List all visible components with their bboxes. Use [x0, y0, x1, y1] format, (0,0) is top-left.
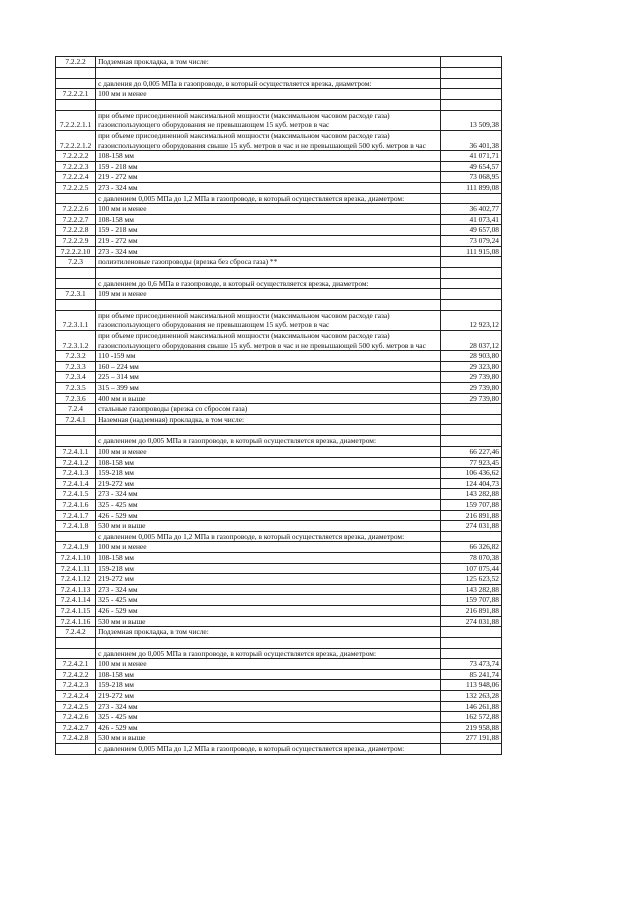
row-price: [440, 89, 501, 100]
row-description: Подземная прокладка, в том числе:: [96, 57, 441, 68]
row-price: 29 739,80: [440, 372, 501, 383]
table-row: [56, 99, 502, 110]
row-description: [96, 637, 441, 648]
row-price: 107 075,44: [440, 563, 501, 574]
row-description: с давления до 0,005 МПа в газопроводе, в который осуществляется врезка, диаметром:: [96, 78, 441, 89]
row-description: 315 – 399 мм: [96, 383, 441, 394]
row-code: 7.2.4.1: [56, 414, 96, 425]
row-description: 159-218 мм: [96, 680, 441, 691]
row-price: 29 323,80: [440, 361, 501, 372]
row-price: 66 227,46: [440, 447, 501, 458]
row-code: 7.2.4.1.9: [56, 542, 96, 553]
row-code: 7.2.4.1.8: [56, 521, 96, 532]
row-price: 41 073,41: [440, 214, 501, 225]
row-description: 159 - 218 мм: [96, 225, 441, 236]
row-description: при объеме присоединенной максимальной мощности (максимальном часовом расходе газа) газоиспользующего оборудования не превышающем 15 куб. метров в час: [96, 110, 441, 130]
table-row: [56, 744, 502, 755]
row-price: [440, 289, 501, 300]
table-row: [56, 436, 502, 447]
row-code: 7.2.2.2.8: [56, 225, 96, 236]
row-code: 7.2.4.2.3: [56, 680, 96, 691]
row-description: 530 мм и выше: [96, 616, 441, 627]
row-code: 7.2.3.1.1: [56, 310, 96, 330]
table-row: [56, 267, 502, 278]
row-price: [440, 67, 501, 78]
row-price: 29 739,80: [440, 393, 501, 404]
row-description: с давлением 0,005 МПа до 1,2 МПа в газопроводе, в который осуществляется врезка, диаметром:: [96, 193, 441, 204]
row-description: 108-158 мм: [96, 457, 441, 468]
table-row: [56, 161, 502, 172]
row-description: 219-272 мм: [96, 478, 441, 489]
table-row: [56, 372, 502, 383]
row-description: 426 - 529 мм: [96, 722, 441, 733]
row-code: 7.2.4.2: [56, 627, 96, 638]
table-row: [56, 669, 502, 680]
row-price: 106 436,62: [440, 468, 501, 479]
table-row: [56, 383, 502, 394]
row-price: 162 572,88: [440, 712, 501, 723]
row-description: 100 мм и менее: [96, 659, 441, 670]
row-code: [56, 648, 96, 659]
table-row: [56, 478, 502, 489]
row-description: с давлением 0,005 МПа до 1,2 МПа в газопроводе, в который осуществляется врезка, диаметром:: [96, 531, 441, 542]
table-row: [56, 289, 502, 300]
row-code: 7.2.4.2.1: [56, 659, 96, 670]
table-row: [56, 499, 502, 510]
table-row: [56, 637, 502, 648]
row-price: 143 282,88: [440, 489, 501, 500]
row-price: [440, 404, 501, 415]
row-price: 159 707,88: [440, 499, 501, 510]
row-description: 108-158 мм: [96, 214, 441, 225]
row-description: 400 мм и выше: [96, 393, 441, 404]
tariff-table-body: [56, 57, 502, 755]
table-row: [56, 733, 502, 744]
table-row: [56, 563, 502, 574]
table-row: [56, 531, 502, 542]
row-description: 108-158 мм: [96, 552, 441, 563]
row-price: 85 241,74: [440, 669, 501, 680]
row-code: 7.2.4.1.5: [56, 489, 96, 500]
row-description: 108-158 мм: [96, 669, 441, 680]
row-price: 159 707,88: [440, 595, 501, 606]
row-code: 7.2.4.1.12: [56, 574, 96, 585]
row-description: 219-272 мм: [96, 691, 441, 702]
row-code: 7.2.2.2.1.2: [56, 130, 96, 150]
row-price: 219 958,88: [440, 722, 501, 733]
row-price: [440, 99, 501, 110]
row-description: при объеме присоединенной максимальной мощности (максимальном часовом расходе газа) газоиспользующего оборудования свыше 15 куб. метров в час и не превышающей 500 куб. метров в час: [96, 331, 441, 351]
row-description: 219 - 272 мм: [96, 172, 441, 183]
row-code: 7.2.4.2.5: [56, 701, 96, 712]
row-price: 73 068,95: [440, 172, 501, 183]
table-row: [56, 130, 502, 150]
table-row: [56, 584, 502, 595]
row-price: 12 923,12: [440, 310, 501, 330]
table-row: [56, 712, 502, 723]
row-description: 273 - 324 мм: [96, 182, 441, 193]
row-price: 13 509,38: [440, 110, 501, 130]
document-page: [55, 56, 502, 755]
row-price: 29 739,80: [440, 383, 501, 394]
table-row: [56, 67, 502, 78]
row-price: 66 326,82: [440, 542, 501, 553]
table-row: [56, 468, 502, 479]
table-row: [56, 172, 502, 183]
row-code: 7.2.2.2.1.1: [56, 110, 96, 130]
row-price: 41 071,71: [440, 151, 501, 162]
row-code: 7.2.4.2.8: [56, 733, 96, 744]
row-price: 49 654,57: [440, 161, 501, 172]
table-row: [56, 151, 502, 162]
table-row: [56, 722, 502, 733]
row-price: [440, 744, 501, 755]
row-code: [56, 744, 96, 755]
table-row: [56, 351, 502, 362]
row-code: 7.2.2.2.6: [56, 204, 96, 215]
row-price: 146 261,88: [440, 701, 501, 712]
row-code: 7.2.3.1: [56, 289, 96, 300]
table-row: [56, 542, 502, 553]
row-description: 273 - 324 мм: [96, 701, 441, 712]
row-code: 7.2.4.1.1: [56, 447, 96, 458]
table-row: [56, 605, 502, 616]
row-price: [440, 78, 501, 89]
table-row: [56, 521, 502, 532]
row-price: 28 037,12: [440, 331, 501, 351]
row-price: [440, 278, 501, 289]
row-price: 132 263,28: [440, 691, 501, 702]
row-description: 426 - 529 мм: [96, 510, 441, 521]
row-code: 7.2.4.1.13: [56, 584, 96, 595]
row-price: [440, 299, 501, 310]
row-price: 49 657,08: [440, 225, 501, 236]
row-code: 7.2.2.2.3: [56, 161, 96, 172]
table-row: [56, 648, 502, 659]
row-description: с давлением до 0,005 МПа в газопроводе, в который осуществляется врезка, диаметром:: [96, 436, 441, 447]
row-code: [56, 193, 96, 204]
row-price: 77 923,45: [440, 457, 501, 468]
row-description: 426 - 529 мм: [96, 605, 441, 616]
table-row: [56, 57, 502, 68]
row-code: 7.2.2.2.1: [56, 89, 96, 100]
row-description: 325 - 425 мм: [96, 499, 441, 510]
row-price: [440, 193, 501, 204]
row-description: 159-218 мм: [96, 468, 441, 479]
row-price: 216 891,88: [440, 605, 501, 616]
row-code: 7.2.2.2.10: [56, 246, 96, 257]
row-description: 160 – 224 мм: [96, 361, 441, 372]
table-row: [56, 595, 502, 606]
row-price: [440, 267, 501, 278]
row-description: 159-218 мм: [96, 563, 441, 574]
table-row: [56, 701, 502, 712]
table-row: [56, 257, 502, 268]
row-description: 109 мм и менее: [96, 289, 441, 300]
row-description: стальные газопроводы (врезка со сбросом газа): [96, 404, 441, 415]
table-row: [56, 214, 502, 225]
row-description: полиэтиленовые газопроводы (врезка без сброса газа) **: [96, 257, 441, 268]
row-description: [96, 67, 441, 78]
row-code: [56, 67, 96, 78]
row-description: [96, 267, 441, 278]
row-code: 7.2.2.2.7: [56, 214, 96, 225]
row-description: 273 - 324 мм: [96, 584, 441, 595]
table-row: [56, 235, 502, 246]
table-row: [56, 89, 502, 100]
row-description: Наземная (надземная) прокладка, в том числе:: [96, 414, 441, 425]
table-row: [56, 425, 502, 436]
row-price: 111 899,08: [440, 182, 501, 193]
row-code: 7.2.4.2.7: [56, 722, 96, 733]
row-price: 143 282,88: [440, 584, 501, 595]
table-row: [56, 225, 502, 236]
row-price: 36 402,77: [440, 204, 501, 215]
row-description: 110 -159 мм: [96, 351, 441, 362]
row-description: 325 - 425 мм: [96, 712, 441, 723]
row-description: с давлением до 0,005 МПа в газопроводе, в который осуществляется врезка, диаметром:: [96, 648, 441, 659]
row-price: [440, 257, 501, 268]
row-description: 219 - 272 мм: [96, 235, 441, 246]
row-description: 219-272 мм: [96, 574, 441, 585]
table-row: [56, 691, 502, 702]
row-code: [56, 637, 96, 648]
row-price: [440, 648, 501, 659]
row-code: 7.2.3.5: [56, 383, 96, 394]
row-description: 108-158 мм: [96, 151, 441, 162]
row-price: [440, 57, 501, 68]
row-description: [96, 299, 441, 310]
row-price: 274 031,88: [440, 616, 501, 627]
row-description: 100 мм и менее: [96, 447, 441, 458]
row-price: [440, 436, 501, 447]
row-code: 7.2.3.2: [56, 351, 96, 362]
table-row: [56, 616, 502, 627]
row-code: 7.2.3.1.2: [56, 331, 96, 351]
row-code: 7.2.2.2.5: [56, 182, 96, 193]
row-code: 7.2.4.1.10: [56, 552, 96, 563]
table-row: [56, 393, 502, 404]
row-description: 530 мм и выше: [96, 521, 441, 532]
row-price: [440, 425, 501, 436]
row-price: 111 915,08: [440, 246, 501, 257]
row-description: [96, 99, 441, 110]
row-price: 73 473,74: [440, 659, 501, 670]
row-price: 125 623,52: [440, 574, 501, 585]
table-row: [56, 680, 502, 691]
table-row: [56, 78, 502, 89]
table-row: [56, 489, 502, 500]
row-description: 530 мм и выше: [96, 733, 441, 744]
row-code: 7.2.4.2.4: [56, 691, 96, 702]
row-description: 325 - 425 мм: [96, 595, 441, 606]
row-description: с давлением до 0,6 МПа в газопроводе, в который осуществляется врезка, диаметром:: [96, 278, 441, 289]
table-row: [56, 414, 502, 425]
row-code: 7.2.4.1.3: [56, 468, 96, 479]
row-price: 124 404,73: [440, 478, 501, 489]
row-code: 7.2.4.1.2: [56, 457, 96, 468]
row-price: [440, 637, 501, 648]
row-code: [56, 425, 96, 436]
table-row: [56, 246, 502, 257]
row-price: 216 891,88: [440, 510, 501, 521]
row-code: 7.2.4.1.16: [56, 616, 96, 627]
row-code: 7.2.4.1.7: [56, 510, 96, 521]
row-code: 7.2.3.3: [56, 361, 96, 372]
row-price: 277 191,88: [440, 733, 501, 744]
row-description: 273 - 324 мм: [96, 246, 441, 257]
table-row: [56, 193, 502, 204]
row-price: 28 903,80: [440, 351, 501, 362]
row-code: [56, 531, 96, 542]
row-code: [56, 278, 96, 289]
row-price: 113 948,06: [440, 680, 501, 691]
table-row: [56, 182, 502, 193]
table-row: [56, 278, 502, 289]
table-row: [56, 361, 502, 372]
row-price: 73 079,24: [440, 235, 501, 246]
table-row: [56, 447, 502, 458]
row-description: [96, 425, 441, 436]
row-code: 7.2.2.2: [56, 57, 96, 68]
row-code: [56, 299, 96, 310]
row-code: 7.2.2.2.2: [56, 151, 96, 162]
row-description: при объеме присоединенной максимальной мощности (максимальном часовом расходе газа) газоиспользующего оборудования не превышающем 15 куб. метров в час: [96, 310, 441, 330]
table-row: [56, 310, 502, 330]
table-row: [56, 627, 502, 638]
table-row: [56, 331, 502, 351]
row-code: [56, 78, 96, 89]
row-code: 7.2.3.4: [56, 372, 96, 383]
row-description: 225 – 314 мм: [96, 372, 441, 383]
row-description: при объеме присоединенной максимальной мощности (максимальном часовом расходе газа) газоиспользующего оборудования свыше 15 куб. метров в час и не превышающей 500 куб. метров в час: [96, 130, 441, 150]
row-code: 7.2.4.1.4: [56, 478, 96, 489]
row-price: [440, 627, 501, 638]
row-description: Подземная прокладка, в том числе:: [96, 627, 441, 638]
table-row: [56, 552, 502, 563]
row-code: 7.2.4.1.15: [56, 605, 96, 616]
row-description: 159 - 218 мм: [96, 161, 441, 172]
table-row: [56, 659, 502, 670]
row-code: 7.2.4.1.14: [56, 595, 96, 606]
table-row: [56, 510, 502, 521]
table-row: [56, 299, 502, 310]
row-code: 7.2.3: [56, 257, 96, 268]
row-code: 7.2.2.2.4: [56, 172, 96, 183]
row-description: с давлением 0,005 МПа до 1,2 МПа в газопроводе, в который осуществляется врезка, диаметром:: [96, 744, 441, 755]
row-price: 274 031,88: [440, 521, 501, 532]
row-code: 7.2.4.1.11: [56, 563, 96, 574]
row-description: 100 мм и менее: [96, 542, 441, 553]
row-code: 7.2.2.2.9: [56, 235, 96, 246]
row-description: 100 мм и менее: [96, 89, 441, 100]
row-code: [56, 99, 96, 110]
row-description: 100 мм и менее: [96, 204, 441, 215]
row-description: 273 - 324 мм: [96, 489, 441, 500]
row-price: 36 401,38: [440, 130, 501, 150]
row-price: [440, 414, 501, 425]
table-row: [56, 457, 502, 468]
table-row: [56, 404, 502, 415]
tariff-table: [55, 56, 502, 755]
row-code: 7.2.4: [56, 404, 96, 415]
row-price: 78 070,38: [440, 552, 501, 563]
row-code: 7.2.3.6: [56, 393, 96, 404]
table-row: [56, 110, 502, 130]
row-code: 7.2.4.1.6: [56, 499, 96, 510]
row-code: 7.2.4.2.6: [56, 712, 96, 723]
row-code: [56, 436, 96, 447]
row-price: [440, 531, 501, 542]
table-row: [56, 204, 502, 215]
row-code: 7.2.4.2.2: [56, 669, 96, 680]
row-code: [56, 267, 96, 278]
table-row: [56, 574, 502, 585]
